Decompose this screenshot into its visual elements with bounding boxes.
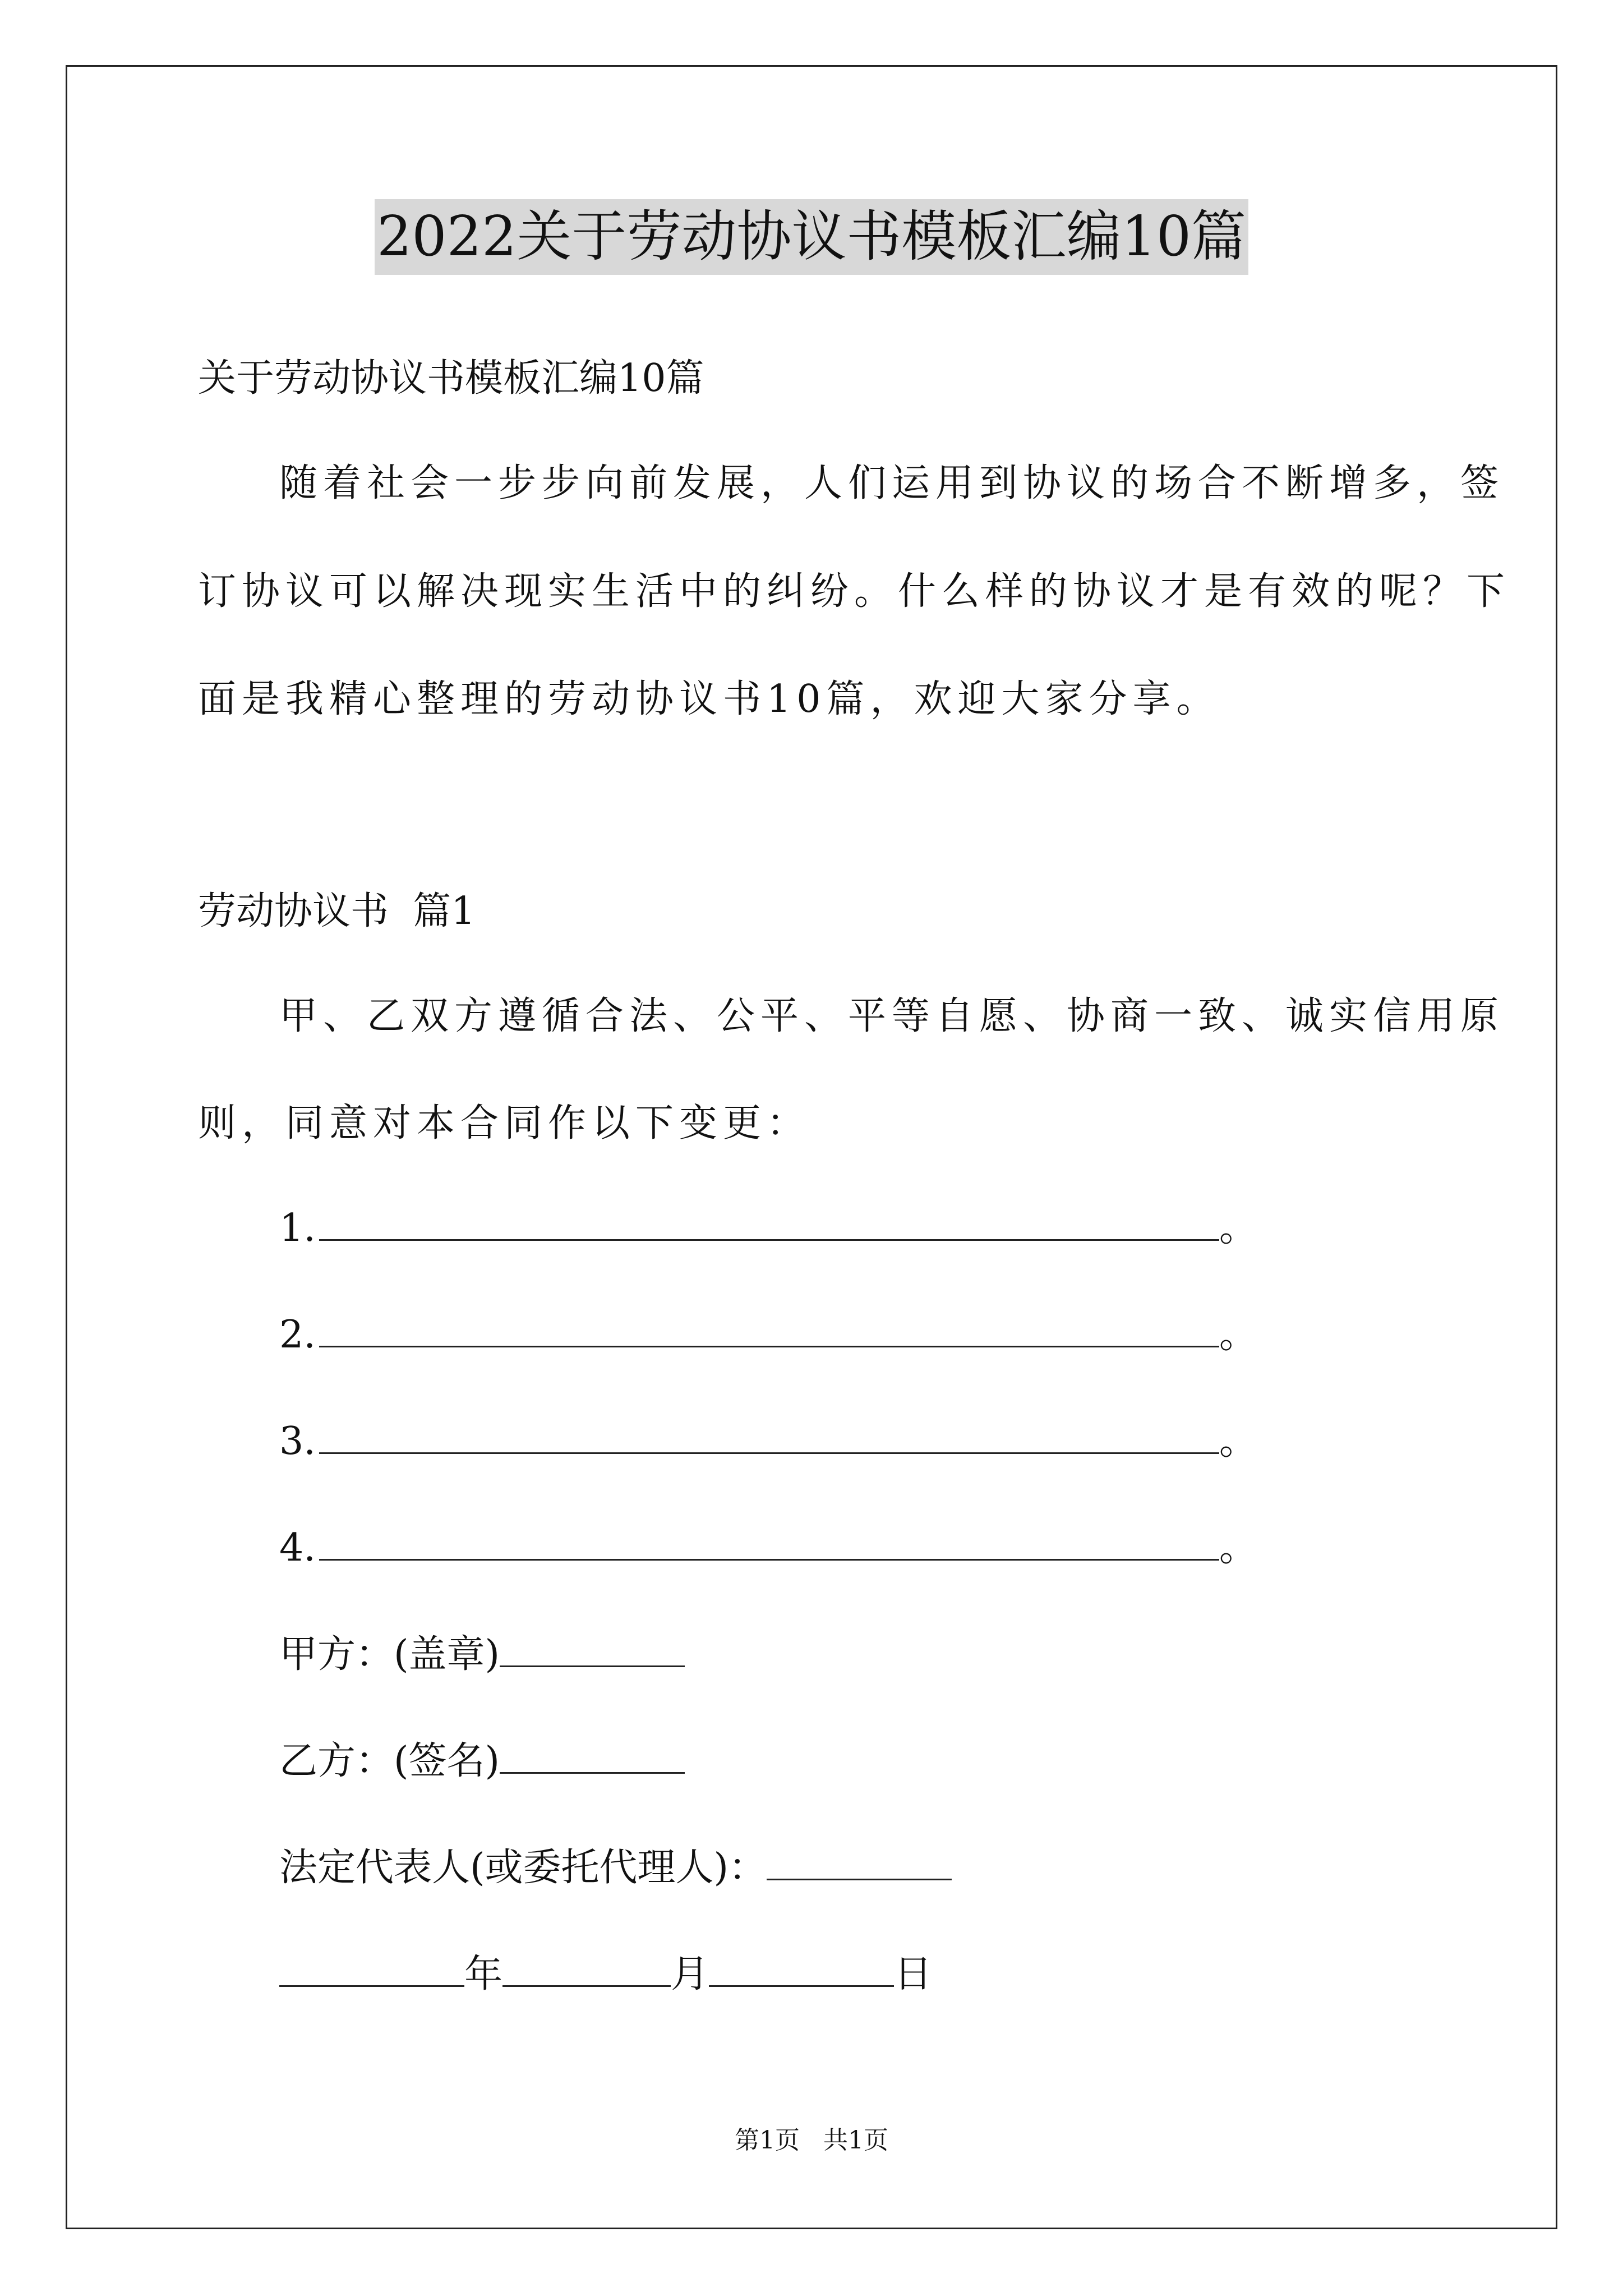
date-row <box>279 1949 932 2000</box>
party-b-signature-line[interactable] <box>500 1737 685 1774</box>
date-year-line[interactable] <box>279 1950 464 1987</box>
blank-item-number: 2. <box>279 1313 316 1357</box>
intro-line-3: 面是我精心整理的劳动协议书10篇，欢迎大家分享。 <box>198 677 1220 721</box>
blank-item-1 <box>279 1203 1257 1254</box>
legal-rep-row <box>279 1843 952 1893</box>
blank-fill-line[interactable] <box>319 1418 1219 1454</box>
blank-item-end: 。 <box>1219 1526 1257 1570</box>
legal-rep-label: 法定代表人(或委托代理人)： <box>279 1846 767 1890</box>
blank-item-3 <box>279 1416 1257 1467</box>
blank-item-number: 1. <box>279 1206 316 1250</box>
blank-item-end: 。 <box>1219 1419 1257 1464</box>
date-year-label: 年 <box>464 1952 503 1996</box>
document-title: 2022关于劳动协议书模板汇编10篇 <box>375 199 1248 275</box>
legal-rep-signature-line[interactable] <box>767 1844 952 1880</box>
blank-fill-line[interactable] <box>319 1524 1219 1561</box>
party-b-label: 乙方：(签名) <box>279 1739 500 1783</box>
blank-item-end: 。 <box>1219 1313 1257 1357</box>
intro-line-2: 订协议可以解决现实生活中的纠纷。什么样的协议才是有效的呢？下 <box>198 569 1511 614</box>
blank-item-end: 。 <box>1219 1206 1257 1250</box>
blank-item-4 <box>279 1523 1257 1573</box>
blank-item-2 <box>279 1310 1257 1360</box>
blank-item-number: 4. <box>279 1526 316 1570</box>
document-subtitle: 关于劳动协议书模板汇编10篇 <box>198 356 704 401</box>
date-month-line[interactable] <box>502 1950 671 1987</box>
party-a-label: 甲方：(盖章) <box>279 1632 500 1677</box>
party-a-signature-line[interactable] <box>500 1631 685 1667</box>
blank-fill-line[interactable] <box>319 1204 1219 1241</box>
blank-fill-line[interactable] <box>319 1311 1219 1347</box>
party-b-row <box>279 1736 685 1787</box>
date-day-line[interactable] <box>709 1950 894 1987</box>
section-para-line-2: 则，同意对本合同作以下变更： <box>198 1101 811 1145</box>
date-month-label: 月 <box>671 1952 709 1996</box>
page-footer: 第1页 共1页 <box>735 2126 888 2155</box>
date-day-label: 日 <box>894 1952 933 1996</box>
title-container <box>0 199 1623 275</box>
intro-line-1: 随着社会一步步向前发展，人们运用到协议的场合不断增多，签 <box>279 461 1505 505</box>
section-heading: 劳动协议书 篇1 <box>198 889 476 933</box>
section-para-line-1: 甲、乙双方遵循合法、公平、平等自愿、协商一致、诚实信用原 <box>279 994 1505 1038</box>
blank-item-number: 3. <box>279 1419 316 1464</box>
party-a-row <box>279 1630 685 1680</box>
